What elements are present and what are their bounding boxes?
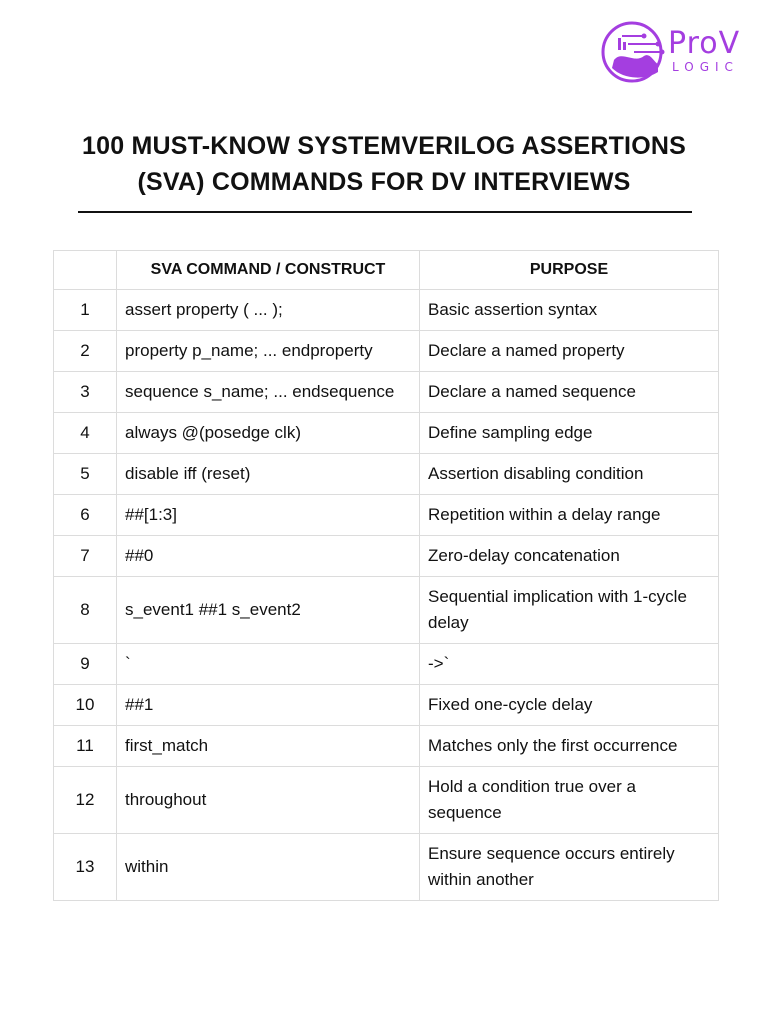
logo-brand-text: ProV — [668, 26, 741, 61]
row-purpose: Declare a named property — [420, 331, 719, 372]
row-command: within — [117, 834, 420, 901]
table-row — [54, 536, 719, 577]
prov-logic-logo — [600, 20, 750, 84]
row-purpose: Hold a condition true over a sequence — [420, 767, 719, 834]
sva-commands-table — [53, 250, 719, 901]
table-row — [54, 644, 719, 685]
circuit-globe-icon — [600, 20, 670, 84]
row-command: always @(posedge clk) — [117, 413, 420, 454]
header-purpose: PURPOSE — [420, 251, 719, 290]
row-command: first_match — [117, 726, 420, 767]
row-number: 13 — [54, 834, 117, 901]
row-purpose: Zero-delay concatenation — [420, 536, 719, 577]
row-number: 6 — [54, 495, 117, 536]
row-number: 1 — [54, 290, 117, 331]
table-row — [54, 726, 719, 767]
row-purpose: Sequential implication with 1-cycle delay — [420, 577, 719, 644]
table-row — [54, 331, 719, 372]
table-row — [54, 290, 719, 331]
row-purpose: Ensure sequence occurs entirely within another — [420, 834, 719, 901]
table-row — [54, 685, 719, 726]
header-number — [54, 251, 117, 290]
row-command: property p_name; ... endproperty — [117, 331, 420, 372]
row-number: 2 — [54, 331, 117, 372]
row-command: ##1 — [117, 685, 420, 726]
row-purpose: Assertion disabling condition — [420, 454, 719, 495]
table-row — [54, 372, 719, 413]
row-number: 3 — [54, 372, 117, 413]
row-command: ##[1:3] — [117, 495, 420, 536]
title-divider — [78, 211, 692, 213]
row-purpose: Matches only the first occurrence — [420, 726, 719, 767]
page-title — [40, 128, 728, 200]
table-row — [54, 454, 719, 495]
row-command: throughout — [117, 767, 420, 834]
row-purpose: Fixed one-cycle delay — [420, 685, 719, 726]
logo-sub-text: LOGIC — [672, 60, 739, 74]
table-header-row — [54, 251, 719, 290]
table-row — [54, 577, 719, 644]
table-row — [54, 413, 719, 454]
row-number: 4 — [54, 413, 117, 454]
row-purpose: Declare a named sequence — [420, 372, 719, 413]
row-purpose: Basic assertion syntax — [420, 290, 719, 331]
row-command: assert property ( ... ); — [117, 290, 420, 331]
row-command: sequence s_name; ... endsequence — [117, 372, 420, 413]
row-number: 5 — [54, 454, 117, 495]
row-purpose: Repetition within a delay range — [420, 495, 719, 536]
row-number: 10 — [54, 685, 117, 726]
row-purpose: Define sampling edge — [420, 413, 719, 454]
title-line-1: 100 MUST-KNOW SYSTEMVERILOG ASSERTIONS — [82, 132, 686, 160]
table-row — [54, 834, 719, 901]
row-command: ##0 — [117, 536, 420, 577]
row-number: 12 — [54, 767, 117, 834]
table-row — [54, 767, 719, 834]
row-number: 11 — [54, 726, 117, 767]
header-command: SVA COMMAND / CONSTRUCT — [117, 251, 420, 290]
row-number: 8 — [54, 577, 117, 644]
row-number: 9 — [54, 644, 117, 685]
row-command: disable iff (reset) — [117, 454, 420, 495]
row-command: ` — [117, 644, 420, 685]
row-number: 7 — [54, 536, 117, 577]
row-purpose: ->` — [420, 644, 719, 685]
title-line-2: (SVA) COMMANDS FOR DV INTERVIEWS — [137, 168, 631, 196]
row-command: s_event1 ##1 s_event2 — [117, 577, 420, 644]
table-row — [54, 495, 719, 536]
